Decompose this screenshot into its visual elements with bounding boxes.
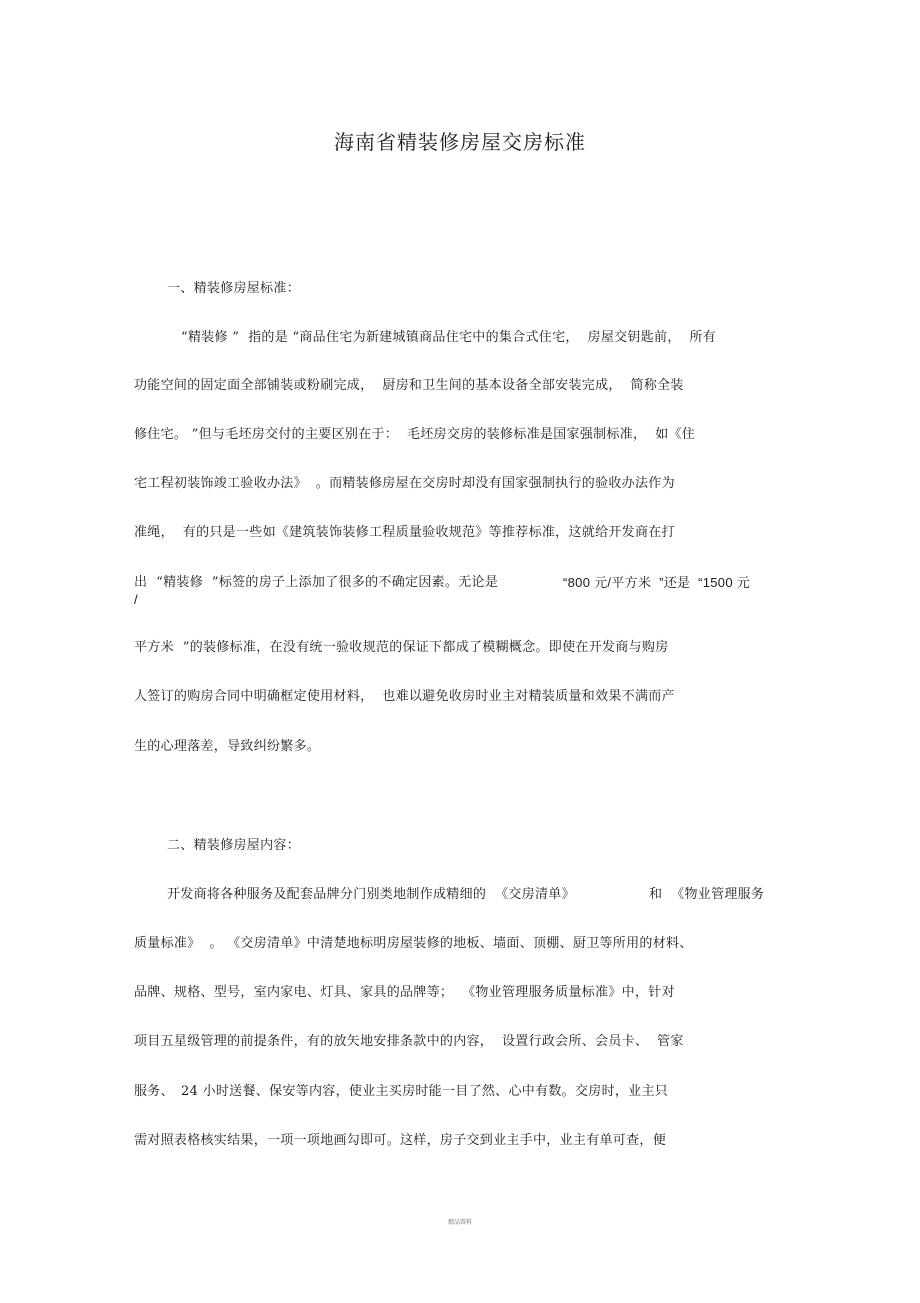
paragraph-line: 功能空间的固定面全部铺装或粉刷完成， 厨房和卫生间的基本设备全部安装完成， 简称全装: [134, 378, 684, 393]
paragraph-line: 质量标准》 。 《交房清单》中清楚地标明房屋装修的地板、墙面、顶棚、厨卫等所用的材料、: [134, 936, 693, 951]
paragraph-line: 宅工程初装饰竣工验收办法》 。而精装修房屋在交房时却没有国家强制执行的验收办法作为: [134, 476, 675, 491]
section-2-heading: 二、精装修房屋内容：: [167, 838, 301, 853]
paragraph-line: 准绳， 有的只是一些如《建筑装饰装修工程质量验收规范》等推荐标准，这就给开发商在打: [134, 525, 675, 540]
page-footer: 精品资料: [447, 1219, 472, 1226]
paragraph-line: 品牌、规格、型号，室内家电、灯具、家具的品牌等； 《物业管理服务质量标准》中，针对: [134, 985, 675, 1000]
paragraph-line: 平方米 ”的装修标准，在没有统一验收规范的保证下都成了模糊概念。即使在开发商与购房: [134, 640, 669, 655]
paragraph-line-slash: /: [134, 592, 138, 607]
paragraph-line-cont: 24 小时送餐、保安等内容，使业主买房时能一目了然、心中有数。交房时，业主只: [181, 1084, 669, 1099]
paragraph-line-right: 和 《物业管理服务: [649, 887, 765, 902]
document-title: 海南省精装修房屋交房标准: [334, 130, 586, 154]
paragraph-line: 人签订的购房合同中明确框定使用材料， 也难以避免收房时业主对精装质量和效果不满而产: [134, 689, 675, 704]
paragraph-line: “精装修 ” 指的是 “商品住宅为新建城镇商品住宅中的集合式住宅， 房屋交钥匙前， 所有: [181, 330, 717, 345]
paragraph-line: 生的心理落差，导致纠纷繁多。: [134, 739, 321, 754]
paragraph-line: 开发商将各种服务及配套品牌分门别类地制作成精细的 《交房清单》: [167, 887, 575, 902]
paragraph-line-price: “800 元/平方米 ”还是 “1500 元: [563, 575, 751, 590]
paragraph-line: 修住宅。 ”但与毛坯房交付的主要区别在于： 毛坯房交房的装修标准是国家强制标准， 如《住: [134, 427, 696, 442]
paragraph-line: 服务、: [134, 1084, 174, 1099]
section-1-heading: 一、精装修房屋标准：: [167, 281, 301, 296]
paragraph-line: 项目五星级管理的前提条件，有的放矢地安排条款中的内容， 设置行政会所、会员卡、 管家: [134, 1034, 684, 1049]
paragraph-line: 出 “精装修 ”标签的房子上添加了很多的不确定因素。无论是: [134, 575, 499, 590]
paragraph-line: 需对照表格核实结果，一项一项地画勾即可。这样，房子交到业主手中，业主有单可查，便: [134, 1133, 667, 1148]
